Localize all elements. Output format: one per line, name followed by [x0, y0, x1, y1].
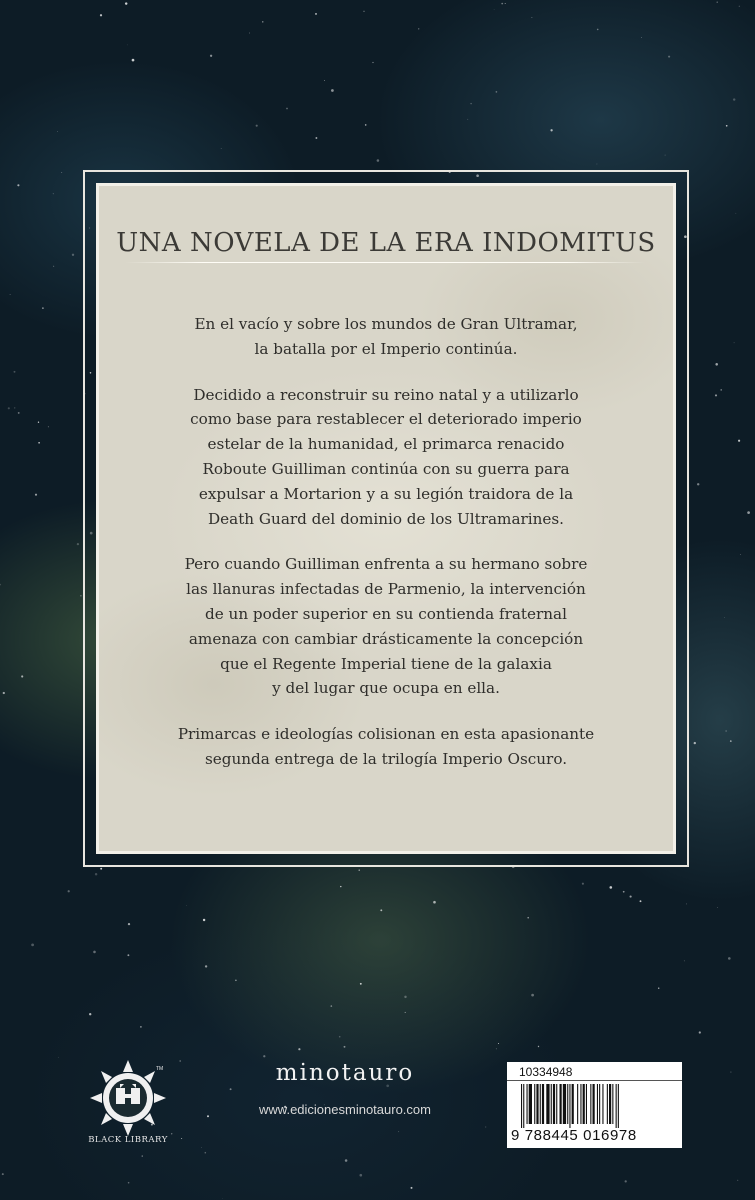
star [501, 3, 503, 5]
star [127, 45, 128, 46]
star [21, 675, 23, 677]
star [531, 994, 534, 997]
star [372, 62, 373, 63]
star [747, 511, 750, 514]
star [496, 91, 498, 93]
barcode-bar [560, 1084, 562, 1124]
star [641, 37, 642, 38]
barcode-bars [521, 1084, 671, 1128]
barcode-bar [551, 1084, 552, 1124]
star [726, 125, 728, 127]
star [725, 730, 726, 731]
star [221, 148, 222, 149]
barcode-bar [523, 1084, 524, 1128]
barcode-bar [599, 1084, 600, 1124]
barcode-bar [572, 1084, 574, 1124]
star [697, 483, 699, 485]
star [14, 407, 15, 408]
star [53, 193, 54, 194]
star [77, 543, 79, 545]
star [132, 59, 135, 62]
publisher-logo: minotauro [275, 1060, 415, 1086]
star [694, 742, 696, 744]
series-heading: UNA NOVELA DE LA ERA INDOMITUS [116, 228, 656, 258]
barcode-bar [597, 1084, 598, 1124]
star [359, 870, 360, 871]
barcode-bar [529, 1084, 532, 1124]
star [344, 1046, 346, 1048]
isbn-barcode [507, 1062, 682, 1148]
star [203, 919, 205, 921]
star [31, 944, 34, 947]
star [249, 33, 250, 34]
star [735, 213, 736, 214]
star [2, 1173, 4, 1175]
synopsis-text [99, 312, 673, 793]
star [286, 108, 288, 110]
star [730, 740, 732, 742]
star [724, 617, 725, 618]
star [179, 1060, 181, 1062]
synopsis-paragraph: Primarcas e ideologías colisionan en esta apasionante segunda entrega de la trilogía Imperio Oscuro. [177, 725, 595, 768]
star [730, 1072, 731, 1073]
star [625, 1180, 627, 1182]
barcode-bar [556, 1084, 557, 1124]
barcode-bar [602, 1084, 603, 1124]
star [298, 1048, 300, 1050]
barcode-bar [612, 1084, 613, 1124]
star [359, 1174, 362, 1177]
star [686, 903, 687, 904]
star [61, 172, 62, 173]
star [470, 103, 471, 104]
star [10, 294, 11, 295]
star [740, 554, 741, 555]
star [720, 389, 722, 391]
star [418, 28, 419, 29]
star [684, 961, 685, 962]
star [207, 1115, 209, 1117]
star [699, 1031, 701, 1033]
barcode-bar [567, 1084, 568, 1124]
star [8, 407, 10, 409]
star [263, 1055, 265, 1057]
star [205, 1152, 207, 1154]
star [18, 412, 20, 414]
barcode-bar [580, 1084, 581, 1124]
barcode-separator [507, 1080, 682, 1081]
star [485, 1127, 486, 1128]
barcode-bar [593, 1084, 595, 1124]
star [717, 2, 718, 3]
barcode-bar [583, 1084, 585, 1124]
star [127, 954, 129, 956]
black-library-label: BLACK LIBRARY [88, 1135, 168, 1145]
star [404, 996, 406, 998]
star [38, 442, 40, 444]
star [538, 1046, 539, 1047]
star [527, 917, 529, 919]
star [315, 137, 317, 139]
svg-text:TM: TM [156, 1066, 164, 1072]
star [53, 266, 54, 267]
synopsis-paragraph: Decidido a reconstruir su reino natal y a utilizarlo como base para restablecer el deteriorado imperio estelar de la humanidad, el primarca renacido Roboute Guilliman continúa con su guerra para expulsar a Mortarion y a su legión traidora de la Death Guard del dominio de los Ultramarines. [190, 385, 582, 528]
star [324, 80, 325, 81]
synopsis-paragraph: Pero cuando Guilliman enfrenta a su hermano sobre las llanuras infectadas de Parmenio, la intervención de un poder superior en su contienda fraternal amenaza con cambiar drásticamente la concepción que el Regente Imperial tiene de la galaxia y del lugar que ocupa en ella. [184, 555, 588, 698]
star [201, 1147, 202, 1148]
star [715, 363, 718, 366]
star [494, 9, 495, 10]
barcode-bar [527, 1084, 528, 1124]
star [496, 1048, 497, 1049]
star [467, 119, 468, 120]
star [340, 886, 341, 887]
star [739, 6, 740, 7]
star [93, 951, 96, 954]
star [531, 17, 532, 18]
star [256, 125, 258, 127]
star [380, 909, 382, 911]
star [42, 307, 44, 309]
star [262, 21, 263, 22]
star [222, 1198, 223, 1199]
star [733, 98, 735, 100]
star [582, 883, 584, 885]
star [738, 440, 740, 442]
star [360, 983, 362, 985]
barcode-bar [534, 1084, 535, 1124]
star [596, 164, 597, 165]
barcode-bar [563, 1084, 566, 1124]
star [186, 905, 187, 906]
star [235, 979, 237, 981]
star [737, 1180, 738, 1181]
star [405, 1012, 406, 1013]
star [715, 394, 717, 396]
star [734, 342, 735, 343]
star [100, 868, 102, 870]
star [35, 494, 37, 496]
star [398, 1131, 399, 1132]
star [17, 184, 19, 186]
synopsis-paragraph: En el vacío y sobre los mundos de Gran Ultramar, la batalla por el Imperio continúa. [194, 315, 578, 358]
synopsis-panel [96, 183, 676, 854]
star [57, 131, 58, 132]
star [550, 129, 552, 131]
star [630, 896, 632, 898]
star [597, 29, 599, 31]
barcode-bar [616, 1084, 617, 1128]
barcode-bar [553, 1084, 555, 1124]
star [58, 1057, 59, 1058]
star [48, 426, 49, 427]
star [623, 891, 625, 893]
barcode-id: 10334948 [519, 1065, 573, 1079]
star [89, 1013, 91, 1015]
star [640, 900, 642, 902]
barcode-bar [609, 1084, 611, 1124]
star [95, 873, 97, 875]
star [377, 159, 380, 162]
star [498, 1043, 499, 1044]
star [128, 923, 130, 925]
star [345, 1159, 348, 1162]
star [3, 692, 5, 694]
star [331, 89, 334, 92]
star [728, 957, 731, 960]
barcode-bar [542, 1084, 544, 1124]
star [72, 254, 74, 256]
star [364, 11, 365, 12]
star [142, 1156, 143, 1157]
heading-divider [125, 262, 645, 263]
star [433, 901, 436, 904]
star [68, 890, 70, 892]
star [205, 965, 207, 967]
star [181, 1138, 182, 1139]
star [210, 55, 212, 57]
barcode-bar [536, 1084, 538, 1124]
star [411, 1187, 413, 1189]
star [665, 155, 666, 156]
star [14, 371, 16, 373]
barcode-bar [546, 1084, 549, 1124]
barcode-bar [540, 1084, 541, 1124]
star [609, 886, 612, 889]
star [717, 907, 718, 908]
star [38, 422, 39, 423]
barcode-bar [569, 1084, 570, 1128]
publisher-website: www.edicionesminotauro.com [259, 1102, 431, 1117]
star [100, 14, 102, 16]
barcode-bar [577, 1084, 578, 1124]
barcode-bar [607, 1084, 608, 1124]
star [140, 1026, 142, 1028]
star [668, 56, 670, 58]
star [365, 124, 367, 126]
star [339, 1036, 341, 1038]
star [505, 3, 506, 4]
star [658, 987, 659, 988]
barcode-bar [590, 1084, 591, 1124]
barcode-bar [618, 1084, 619, 1128]
barcode-bar [521, 1084, 522, 1128]
star [128, 1182, 130, 1184]
star [315, 13, 317, 15]
star [230, 1088, 232, 1090]
star [0, 584, 1, 586]
barcode-digits: 9 788445 016978 [511, 1127, 637, 1144]
barcode-bar [586, 1084, 587, 1124]
star [331, 1005, 333, 1007]
star [125, 2, 127, 4]
star [80, 595, 82, 597]
